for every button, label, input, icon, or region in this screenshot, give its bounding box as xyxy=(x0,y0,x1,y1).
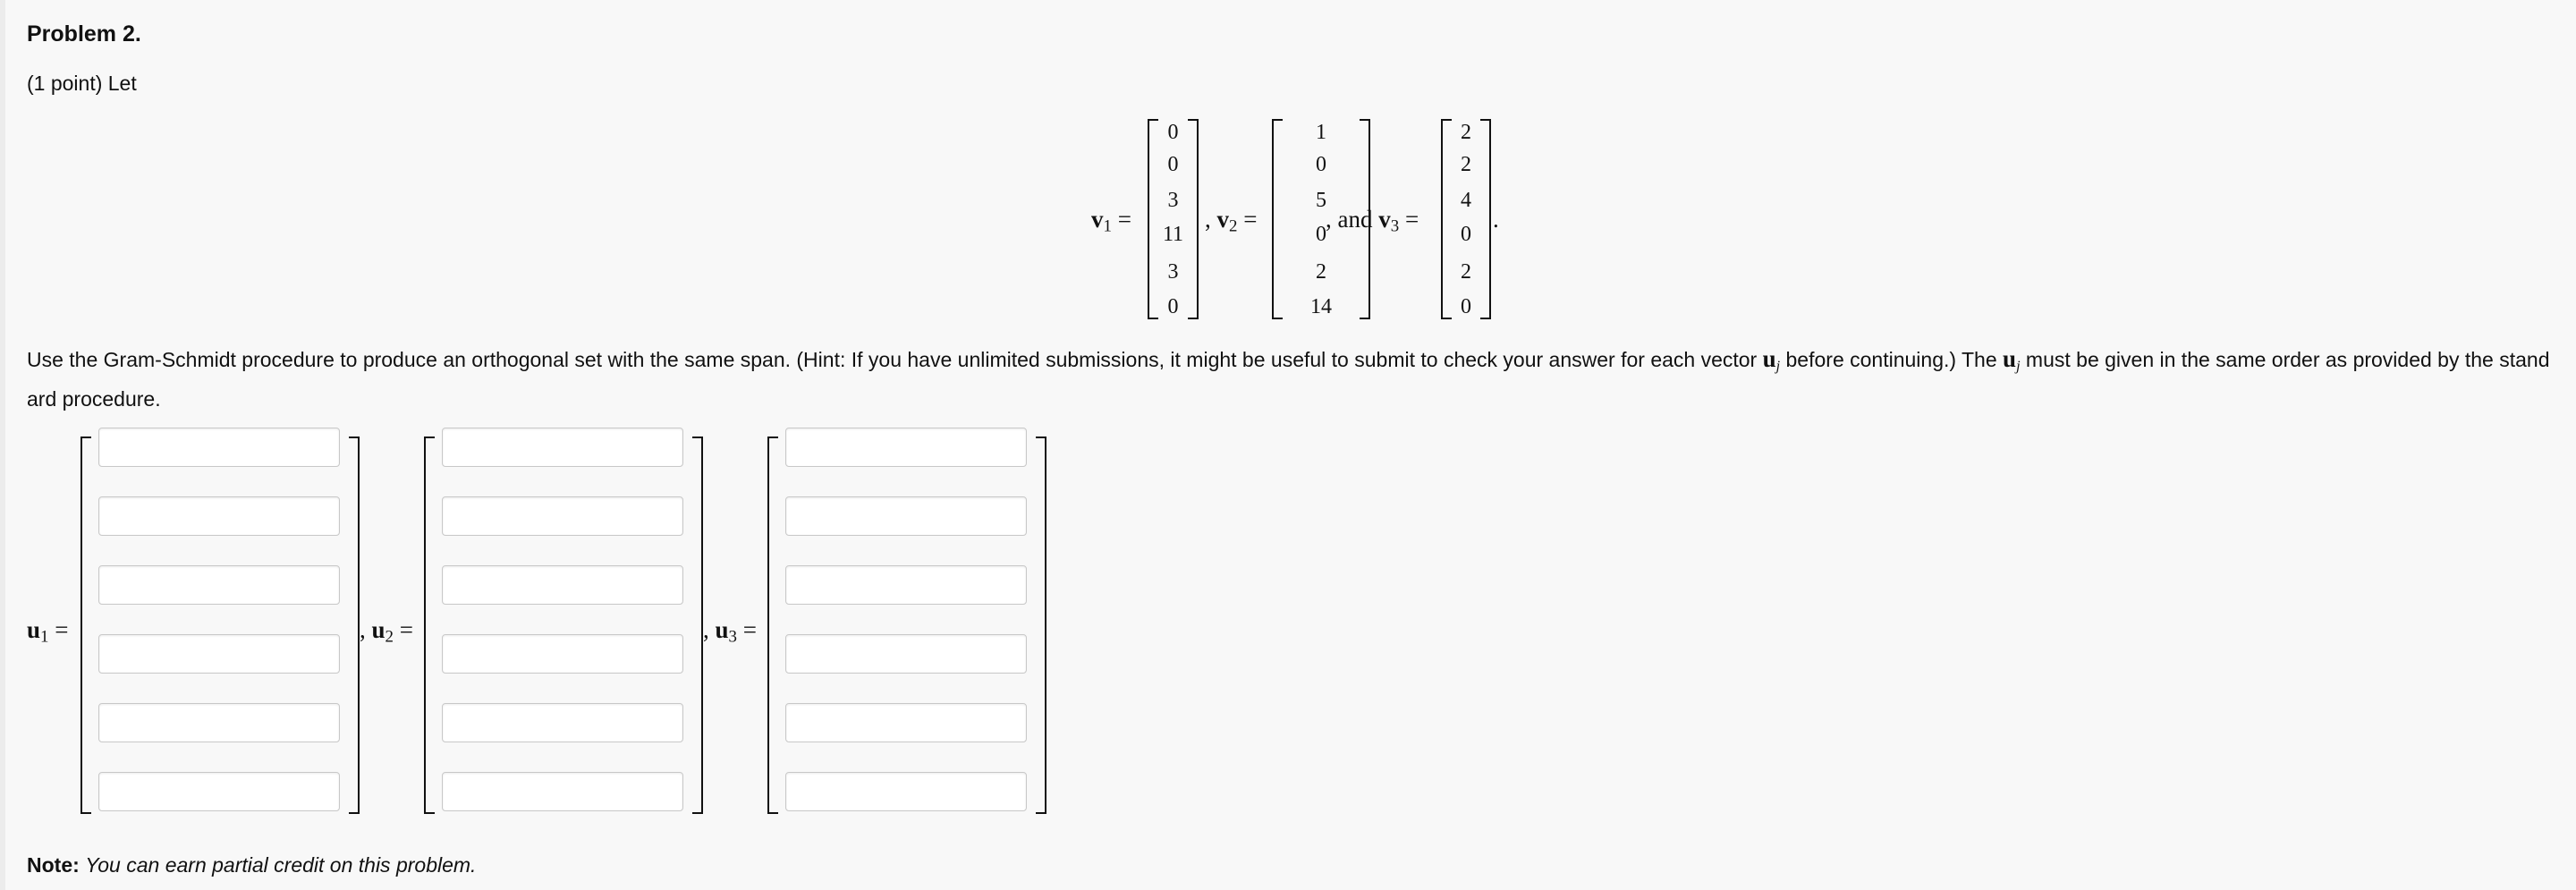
terminator: . xyxy=(1493,206,1499,233)
v3-entry-2: 2 xyxy=(1461,153,1471,176)
problem-title: Problem 2. xyxy=(27,21,141,47)
v1-bracket-left xyxy=(1148,119,1158,319)
v3-entry-6: 0 xyxy=(1461,295,1471,318)
u1-label: $u_1$ = xyxy=(27,616,69,647)
v1-entry-3: 3 xyxy=(1167,189,1179,212)
v2-entry-1: 1 xyxy=(1316,121,1326,144)
v2-entry-6: 14 xyxy=(1310,295,1332,318)
u2-entry-2-input[interactable] xyxy=(442,496,683,536)
u2-entry-1-input[interactable] xyxy=(442,428,683,467)
points-label: (1 point) xyxy=(27,72,103,95)
u1-entry-3-input[interactable] xyxy=(98,565,340,605)
u3-entry-1-input[interactable] xyxy=(785,428,1027,467)
v3-entry-4: 0 xyxy=(1461,223,1471,246)
u3-bracket-right xyxy=(1036,437,1046,814)
v2-label: , $v_2$ = xyxy=(1205,206,1258,236)
v3-bracket-left xyxy=(1441,119,1452,319)
u1-entry-1-input[interactable] xyxy=(98,428,340,467)
u2-entry-6-input[interactable] xyxy=(442,772,683,811)
v1-entry-5: 3 xyxy=(1167,260,1179,284)
u1-entry-5-input[interactable] xyxy=(98,703,340,742)
u2-label: , $u_2$ = xyxy=(360,616,413,647)
v3-bracket-right xyxy=(1480,119,1491,319)
v3-entry-5: 2 xyxy=(1461,260,1471,284)
v3-entry-1: 2 xyxy=(1461,121,1471,144)
u2-entry-3-input[interactable] xyxy=(442,565,683,605)
v1-entry-2: 0 xyxy=(1167,153,1179,176)
u2-entry-5-input[interactable] xyxy=(442,703,683,742)
u3-entry-6-input[interactable] xyxy=(785,772,1027,811)
v1-entry-6: 0 xyxy=(1167,295,1179,318)
u3-entry-4-input[interactable] xyxy=(785,634,1027,674)
v2-entry-4: 0 xyxy=(1316,223,1326,246)
v2-entry-2: 0 xyxy=(1316,153,1326,176)
u1-entry-2-input[interactable] xyxy=(98,496,340,536)
intro-text: Let xyxy=(107,72,137,95)
u2-bracket-right xyxy=(692,437,703,814)
v1-entry-1: 0 xyxy=(1167,121,1179,144)
problem-instructions: Use the Gram-Schmidt procedure to produce an orthogonal set with the same span. (Hint: If you have unlimited submissions, it might be useful to submit to check your answer for each vector $u_j$ before continuing.) The $u_j$ must be given in the same order as provided by the stand ard procedure. xyxy=(27,345,2550,411)
u1-bracket-right xyxy=(349,437,360,814)
u1-entry-4-input[interactable] xyxy=(98,634,340,674)
u3-entry-5-input[interactable] xyxy=(785,703,1027,742)
u3-entry-3-input[interactable] xyxy=(785,565,1027,605)
v2-entry-3: 5 xyxy=(1316,189,1326,212)
partial-credit-note: Note: You can earn partial credit on this problem. xyxy=(27,853,477,877)
v2-entry-5: 2 xyxy=(1316,260,1326,284)
u2-bracket-left xyxy=(424,437,435,814)
v3-label: , and $v_3$ = xyxy=(1326,206,1419,236)
v2-bracket-left xyxy=(1272,119,1283,319)
v1-label: $v_1$ = xyxy=(1091,206,1131,236)
u1-bracket-left xyxy=(80,437,91,814)
u1-entry-6-input[interactable] xyxy=(98,772,340,811)
u2-entry-4-input[interactable] xyxy=(442,634,683,674)
u3-label: , $u_3$ = xyxy=(703,616,757,647)
v1-bracket-right xyxy=(1188,119,1199,319)
v3-entry-3: 4 xyxy=(1461,189,1471,212)
u3-entry-2-input[interactable] xyxy=(785,496,1027,536)
v1-entry-4: 11 xyxy=(1162,223,1184,246)
problem-intro xyxy=(27,72,137,96)
u3-bracket-left xyxy=(767,437,778,814)
